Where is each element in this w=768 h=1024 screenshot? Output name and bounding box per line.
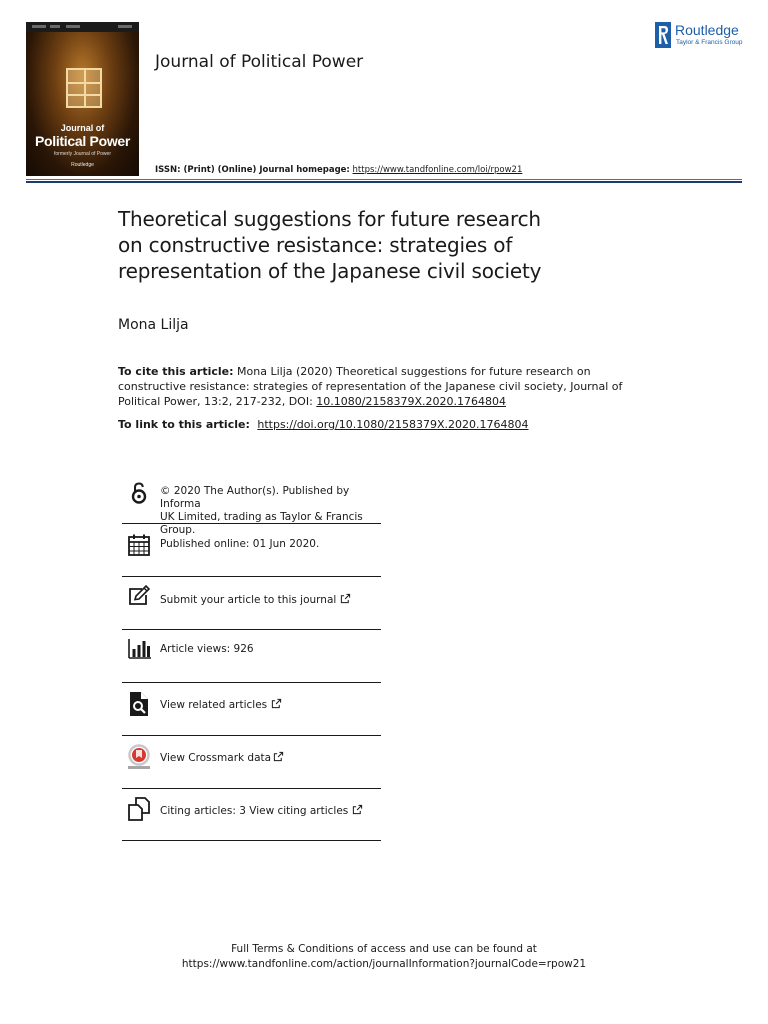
copyright-line: © 2020 The Author(s). Published by Informa: [160, 485, 350, 510]
cover-title-small: Journal of: [60, 123, 105, 133]
crossmark-icon: [126, 744, 152, 770]
citing-articles-label: Citing articles: 3 View citing articles: [160, 805, 349, 817]
edit-icon: [126, 584, 152, 610]
crossmark-link[interactable]: [160, 751, 284, 765]
article-link-label: To link to this article:: [118, 418, 250, 431]
publisher-group: Taylor & Francis Group: [676, 39, 743, 46]
calendar-icon: [126, 532, 152, 558]
issn-line: [155, 165, 522, 175]
citing-articles-link[interactable]: [160, 804, 363, 818]
info-divider: [122, 840, 381, 841]
doi-link[interactable]: 10.1080/2158379X.2020.1764804: [316, 395, 506, 408]
published-online-row: [122, 524, 381, 576]
article-author: Mona Lilja: [118, 317, 189, 333]
citing-articles-row[interactable]: [122, 789, 381, 841]
publisher-name: Routledge: [675, 22, 739, 38]
article-views-row: [122, 630, 381, 682]
external-link-icon: [271, 698, 282, 709]
crossmark-row[interactable]: [122, 736, 381, 788]
cover-subtitle: formerly Journal of Power: [54, 151, 111, 157]
open-access-icon: [126, 480, 152, 506]
terms-footer-url[interactable]: https://www.tandfonline.com/action/journalInformation?journalCode=rpow21: [181, 958, 587, 970]
article-title-line: on constructive resistance: strategies of: [118, 233, 513, 257]
citation-label: To cite this article:: [118, 365, 234, 378]
submit-article-row[interactable]: [122, 577, 381, 629]
cover-publisher: Routledge: [71, 162, 94, 168]
article-title: [118, 206, 638, 284]
external-link-icon: [352, 804, 363, 815]
terms-footer-line: Full Terms & Conditions of access and use can be found at: [231, 943, 537, 955]
issn-label: ISSN: (Print) (Online) Journal homepage:: [155, 165, 350, 175]
crossmark-label: View Crossmark data: [160, 752, 272, 764]
related-articles-link[interactable]: [160, 698, 282, 712]
header-divider-thick: [26, 181, 742, 183]
header-divider-thin: [26, 179, 742, 180]
bar-chart-icon: [126, 636, 152, 662]
terms-footer: [0, 942, 768, 972]
external-link-icon: [340, 593, 351, 604]
journal-title: Journal of Political Power: [155, 52, 364, 72]
published-online-text: Published online: 01 Jun 2020.: [160, 538, 320, 550]
journal-cover-image: [26, 22, 139, 176]
related-articles-row[interactable]: [122, 683, 381, 735]
article-link-url[interactable]: https://doi.org/10.1080/2158379X.2020.1764804: [257, 418, 529, 431]
search-document-icon: [126, 691, 152, 717]
citation-text: Mona Lilja (2020) Theoretical suggestions for future research on constructive resistance: strategies of representation of the Japanese civil society, Journal of Political Power, 13:2, 217-232, DOI:: [118, 365, 623, 408]
cover-title-big: Political Power: [34, 133, 131, 149]
article-link-line: [118, 418, 529, 431]
open-access-row: [122, 480, 381, 536]
external-link-icon: [273, 751, 284, 762]
article-views-text: Article views: 926: [160, 643, 254, 655]
article-title-line: representation of the Japanese civil society: [118, 259, 542, 283]
cover-top-bar: [26, 22, 139, 32]
citing-icon: [126, 796, 152, 822]
copyright-line: Group.: [160, 524, 196, 536]
copyright-line: UK Limited, trading as Taylor & Francis: [160, 511, 363, 523]
cover-window-graphic: [66, 68, 102, 108]
submit-article-link[interactable]: [160, 593, 351, 607]
journal-homepage-link[interactable]: https://www.tandfonline.com/loi/rpow21: [352, 165, 523, 175]
citation-block: [118, 364, 658, 409]
routledge-logo-icon: [655, 22, 671, 48]
submit-article-label: Submit your article to this journal: [160, 594, 337, 606]
related-articles-label: View related articles: [160, 699, 268, 711]
article-title-line: Theoretical suggestions for future research: [118, 207, 541, 231]
